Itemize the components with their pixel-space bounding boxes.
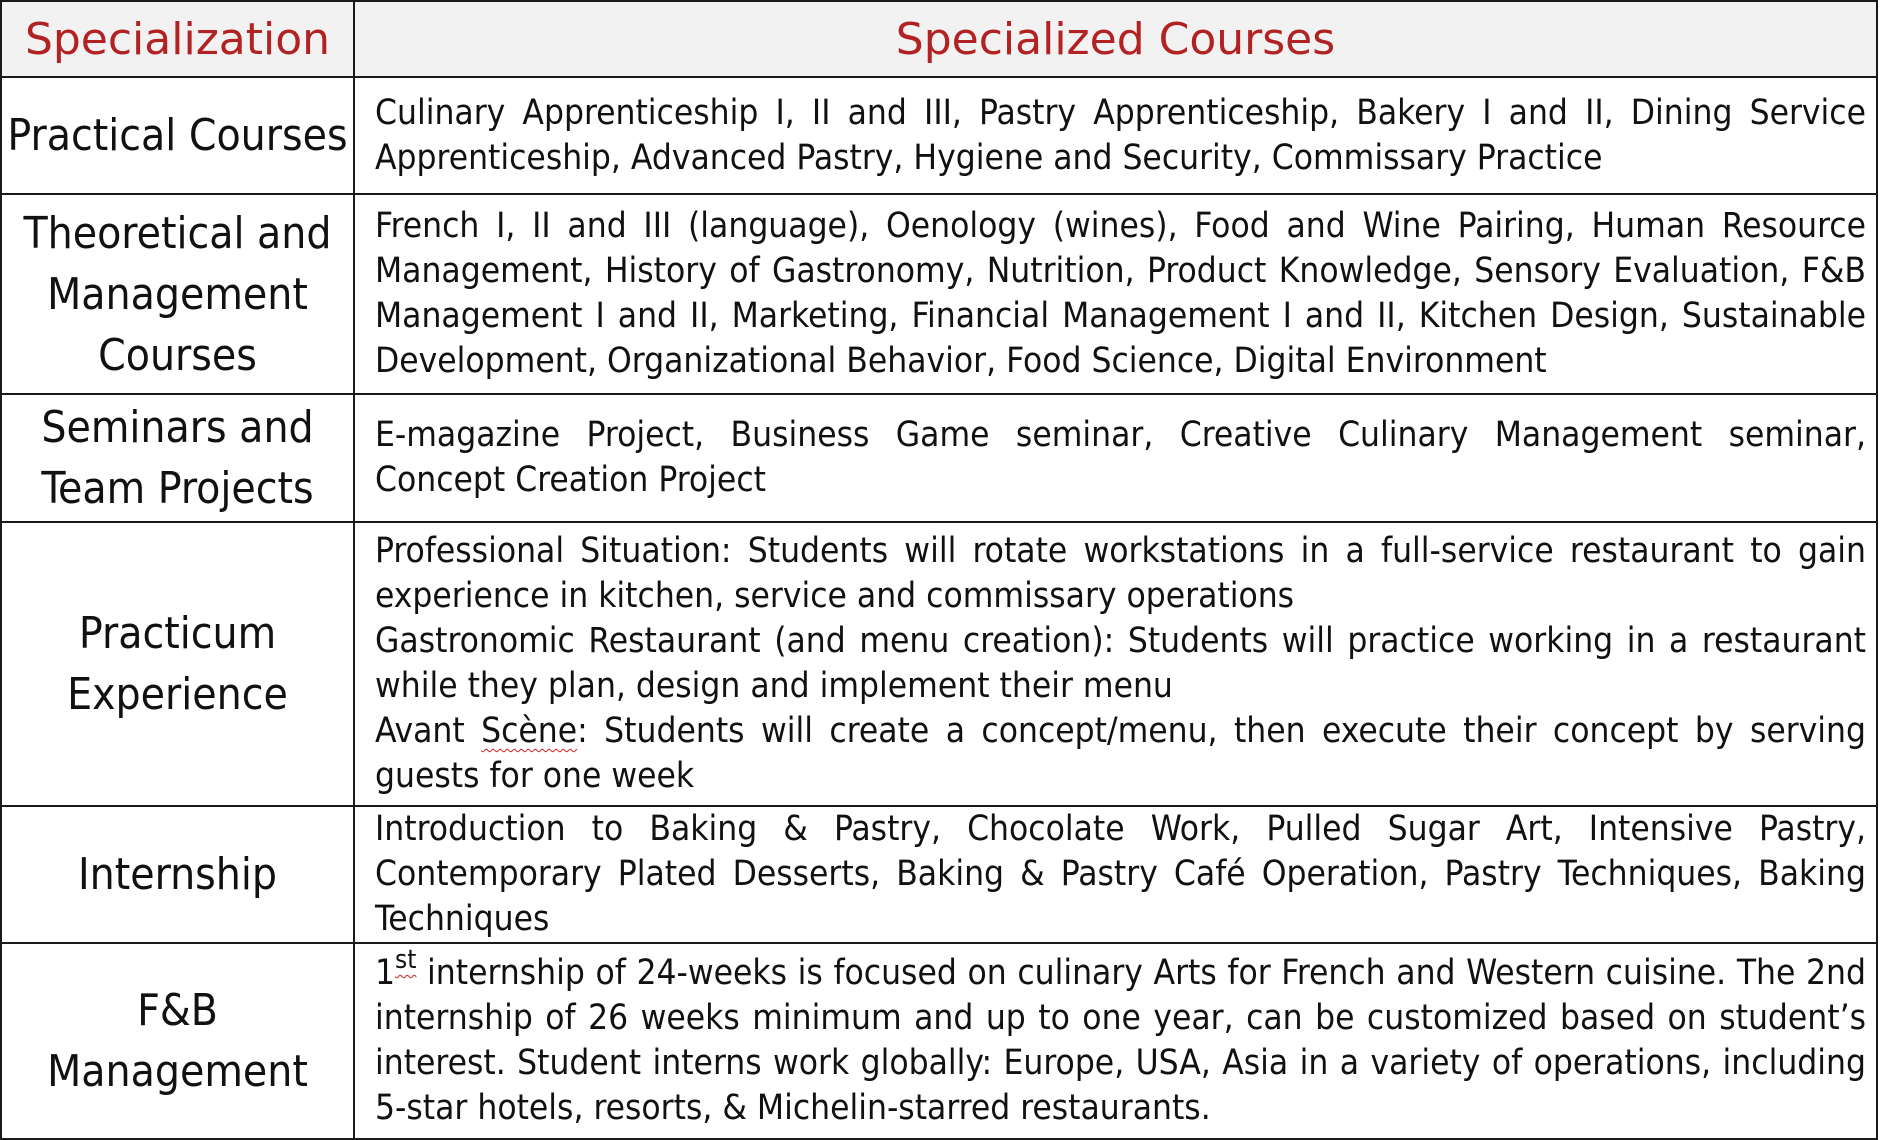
spellcheck-flagged-word: Scène xyxy=(481,711,578,751)
courses-cell: Introduction to Baking & Pastry, Chocolate Work, Pulled Sugar Art, Intensive Pastry, Contemporary Plated Desserts, Baking & Pastry Café Operation, Pastry Techniques, Baking Techniques xyxy=(354,806,1877,943)
avant-prefix: Avant xyxy=(375,711,482,751)
specialization-cell xyxy=(1,77,354,194)
specialization-label-line: Team Projects xyxy=(41,463,314,514)
specialization-label-line: Experience xyxy=(67,669,288,720)
specialization-label-line: Practicum xyxy=(78,608,277,659)
ordinal-number: 1 xyxy=(375,953,396,993)
practicum-paragraph: Gastronomic Restaurant (and menu creation): Students will practice working in a restaurant while they plan, design and implement their menu xyxy=(375,621,1866,706)
specialization-label-line: Management xyxy=(47,268,308,320)
courses-cell: Culinary Apprenticeship I, II and III, Pastry Apprenticeship, Bakery I and II, Dining Service Apprenticeship, Advanced Pastry, Hygiene and Security, Commissary Practice xyxy=(354,77,1877,194)
header-specialization: Specialization xyxy=(1,1,354,77)
table-row-theoretical-management xyxy=(1,194,1877,394)
practicum-paragraph: Professional Situation: Students will rotate workstations in a full-service restaurant to gain experience in kitchen, service and commissary operations xyxy=(375,531,1866,616)
courses-cell: French I, II and III (language), Oenology (wines), Food and Wine Pairing, Human Resource Management, History of Gastronomy, Nutrition, Product Knowledge, Sensory Evaluation, F&B Management I and II, Marketing, Financial Management I and II, Kitchen Design, Sustainable Development, Organizational Behavior, Food Science, Digital Environment xyxy=(354,194,1877,394)
specialization-cell xyxy=(1,194,354,394)
table-row-seminars-team-projects xyxy=(1,394,1877,522)
courses-cell: E-magazine Project, Business Game seminar, Creative Culinary Management seminar, Concept Creation Project xyxy=(354,394,1877,522)
table-row-practical-courses xyxy=(1,77,1877,194)
specialization-cell xyxy=(1,806,354,943)
header-specialized-courses: Specialized Courses xyxy=(354,1,1877,77)
table-row-fb-management xyxy=(1,943,1877,1139)
ordinal-suffix: st xyxy=(395,945,417,975)
specialization-label: Practical Courses xyxy=(7,110,348,161)
internship-description: internship of 24-weeks is focused on culinary Arts for French and Western cuisine. The 2nd internship of 26 weeks minimum and up to one year, can be customized based on student’s interest. Student interns work globally: Europe, USA, Asia in a variety of operations, including 5-star hotels, resorts, & Michelin-starred restaurants. xyxy=(375,953,1866,1128)
courses-cell xyxy=(354,943,1877,1139)
table-row-internship xyxy=(1,806,1877,943)
specialization-label-line: Seminars and xyxy=(41,402,314,453)
practicum-paragraph xyxy=(375,709,1866,799)
specialization-cell xyxy=(1,394,354,522)
table-row-practicum-experience xyxy=(1,522,1877,806)
specialization-label-line: Courses xyxy=(98,329,257,381)
table-header-row xyxy=(1,1,1877,77)
specialization-cell xyxy=(1,943,354,1139)
specialization-label-line: Theoretical and xyxy=(23,207,332,259)
avant-description: : Students will create a concept/menu, then execute their concept by serving guests for one week xyxy=(375,711,1866,796)
specialization-cell xyxy=(1,522,354,806)
specialization-label: Internship xyxy=(77,849,278,900)
specialization-label: F&B Management xyxy=(47,985,308,1097)
courses-cell xyxy=(354,522,1877,806)
